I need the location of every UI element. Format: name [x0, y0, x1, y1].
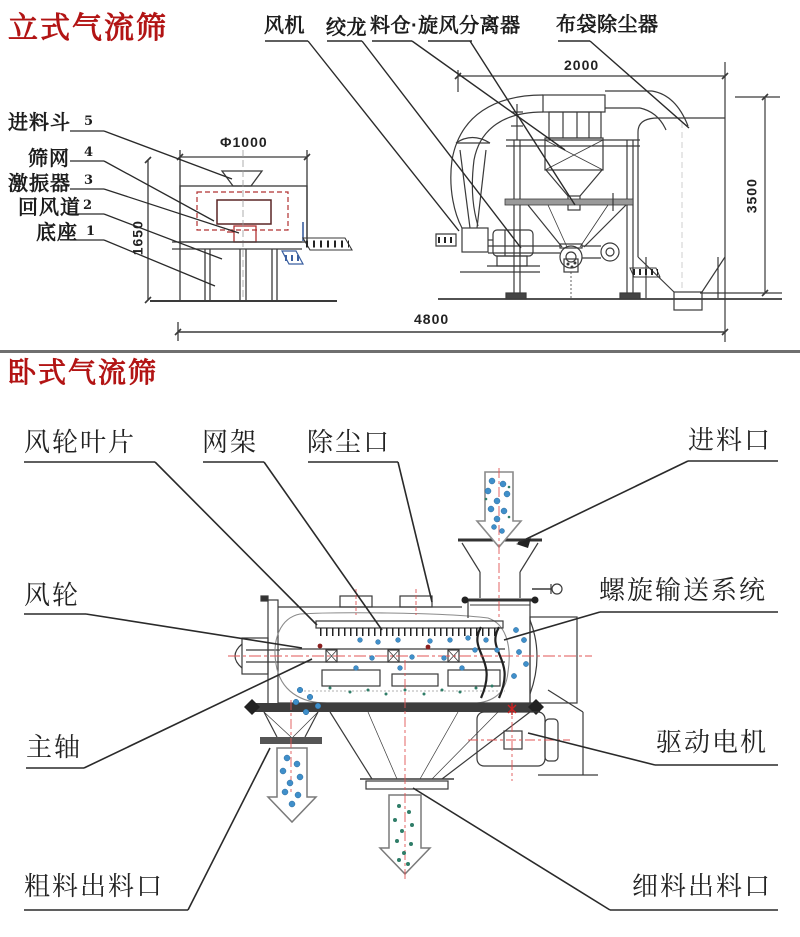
label-auger: 绞龙	[326, 17, 367, 39]
label-silo-cyclone: 料仓·旋风分离器	[370, 15, 521, 37]
label-impeller-blade: 风轮叶片	[24, 427, 137, 457]
particles-blue	[280, 478, 529, 807]
vertical-sieve-part-leaders	[70, 131, 239, 286]
part-number-4: 4	[84, 145, 94, 160]
part-number-1: 1	[86, 224, 96, 239]
system-assembly-drawing	[436, 62, 782, 342]
label-fan: 风机	[264, 15, 305, 37]
system-assembly-leaders	[265, 41, 689, 248]
vertical-section-heading: 立式气流筛	[8, 12, 168, 45]
section-divider	[0, 350, 800, 353]
part-number-5: 5	[84, 114, 94, 129]
dim-right-height: 3500	[743, 178, 760, 214]
dim-total-width: 4800	[414, 311, 450, 327]
label-vibrator: 激振器	[8, 173, 71, 195]
label-coarse-outlet: 粗料出料口	[24, 871, 165, 901]
label-bag-filter: 布袋除尘器	[556, 14, 659, 36]
label-screw-conveyor: 螺旋输送系统	[599, 575, 768, 605]
label-dust-port: 除尘口	[307, 427, 392, 457]
part-number-3: 3	[84, 173, 94, 188]
label-main-shaft: 主轴	[26, 732, 83, 762]
dim-diameter: Φ1000	[220, 134, 268, 150]
label-fine-outlet: 细料出料口	[632, 871, 773, 901]
label-mesh-frame: 网架	[202, 427, 259, 457]
horizontal-section-heading: 卧式气流筛	[8, 357, 159, 388]
label-impeller: 风轮	[24, 580, 81, 610]
dim-left-height: 1650	[129, 220, 146, 256]
label-drive-motor: 驱动电机	[656, 727, 769, 757]
label-screen-mesh: 筛网	[28, 148, 70, 170]
label-feed-hopper: 进料斗	[8, 112, 71, 134]
label-base: 底座	[36, 222, 78, 244]
part-number-2: 2	[83, 198, 93, 213]
label-return-air-duct: 回风道	[18, 197, 81, 219]
horizontal-sieve-drawing	[235, 472, 598, 874]
dim-top-width: 2000	[564, 57, 600, 73]
label-feed-inlet: 进料口	[688, 425, 773, 455]
